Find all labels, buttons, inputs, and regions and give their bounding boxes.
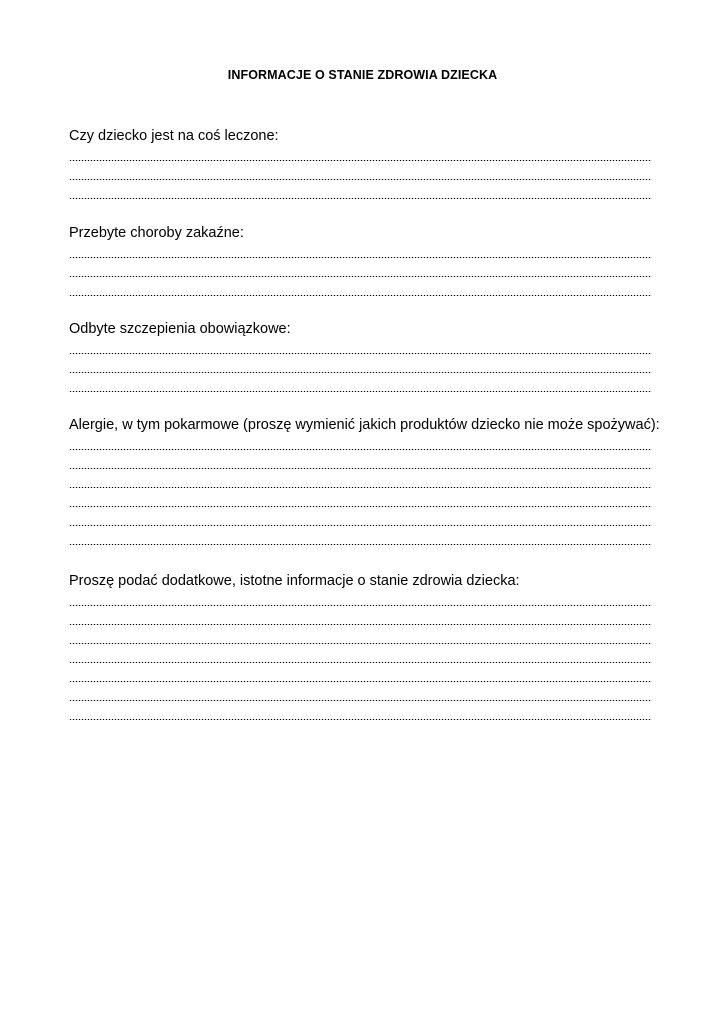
answer-line[interactable]	[69, 667, 652, 686]
answer-line[interactable]	[69, 530, 652, 549]
answer-line[interactable]	[69, 492, 652, 511]
question-treatment: Czy dziecko jest na coś leczone:	[69, 128, 279, 144]
answer-line[interactable]	[69, 686, 652, 705]
answer-line[interactable]	[69, 146, 652, 165]
answer-line[interactable]	[69, 184, 652, 203]
answer-line[interactable]	[69, 165, 652, 184]
answer-line[interactable]	[69, 435, 652, 454]
section-treatment	[69, 127, 655, 203]
answer-line[interactable]	[69, 473, 652, 492]
question-vaccinations: Odbyte szczepienia obowiązkowe:	[69, 321, 291, 337]
question-allergies: Alergie, w tym pokarmowe (proszę wymienić jakich produktów dziecko nie może spożywać):	[69, 417, 660, 433]
answer-line[interactable]	[69, 648, 652, 667]
answer-line[interactable]	[69, 243, 652, 262]
answer-line[interactable]	[69, 377, 652, 396]
answer-line[interactable]	[69, 705, 652, 724]
question-infectious-diseases: Przebyte choroby zakaźne:	[69, 225, 244, 241]
answer-line[interactable]	[69, 358, 652, 377]
answer-line[interactable]	[69, 262, 652, 281]
answer-line[interactable]	[69, 610, 652, 629]
answer-line[interactable]	[69, 511, 652, 530]
section-additional-info	[69, 572, 655, 724]
answer-line[interactable]	[69, 339, 652, 358]
question-additional-info: Proszę podać dodatkowe, istotne informacje o stanie zdrowia dziecka:	[69, 573, 520, 589]
document-title: INFORMACJE O STANIE ZDROWIA DZIECKA	[227, 68, 498, 82]
answer-line[interactable]	[69, 591, 652, 610]
section-vaccinations	[69, 320, 655, 396]
answer-line[interactable]	[69, 281, 652, 300]
section-infectious-diseases	[69, 224, 655, 300]
answer-line[interactable]	[69, 454, 652, 473]
answer-line[interactable]	[69, 629, 652, 648]
section-allergies	[69, 416, 660, 549]
